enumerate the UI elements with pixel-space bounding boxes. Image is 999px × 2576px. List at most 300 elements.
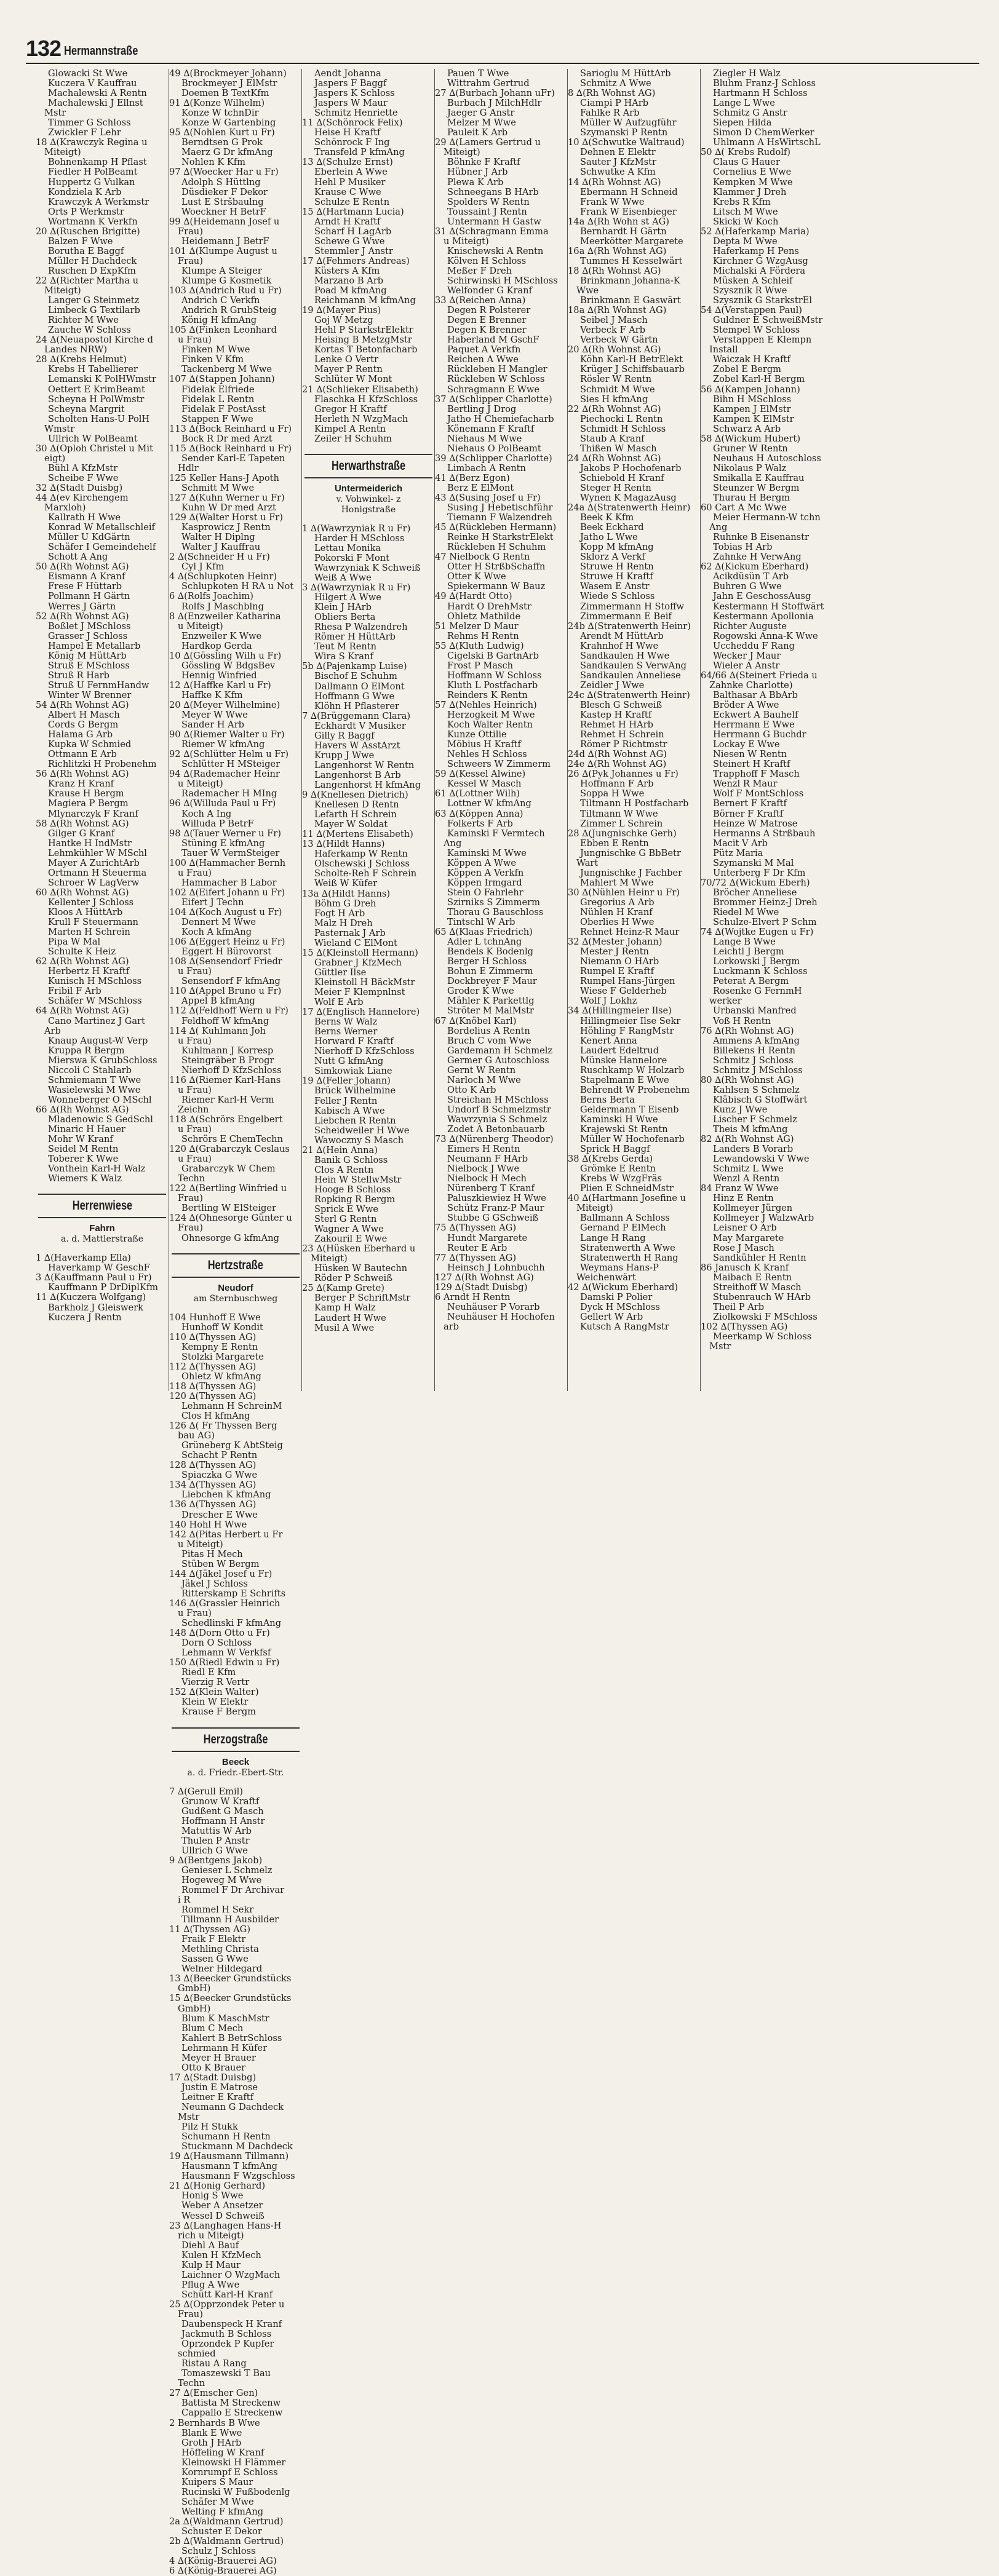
directory-entry: Jatho L Wwe [580,532,638,543]
street-heading-text: Herzogstraße [203,1732,268,1746]
directory-entry: Groder K Wwe [447,986,514,997]
directory-entry: Reichmann M kfmAng [314,295,416,306]
directory-entry: Tomaszewski T Bau [181,2368,271,2379]
directory-entry: Zahnke H VerwAng [713,552,802,563]
directory-entry: Arendt M HüttArb [580,630,664,641]
directory-entry: Pasternak J Arb [314,927,386,938]
directory-entry: Klöhn H Pflasterer [314,700,399,711]
directory-entry: Ebben E Rentn [580,838,649,849]
directory-entry: Stempel W Schloss [713,325,800,336]
directory-entry: 63 ∆(Köppen Anna) [435,808,523,819]
directory-entry: Niesen W Rentn [713,749,787,760]
directory-entry: Gardemann H Schmelz [447,1045,553,1056]
directory-entry: 126 ∆( Fr Thyssen Berg [169,1421,277,1432]
directory-entry: Theis M kfmAng [713,1124,788,1135]
directory-entry: Piechocki L Rentn [580,413,663,424]
directory-entry: Bihn H MSchloss [713,394,792,405]
directory-entry: Szymanski P Rentn [580,127,668,138]
directory-entry: Stüben W Bergm [181,1558,260,1569]
directory-entry: Hartmann H Schloss [713,88,808,99]
directory-entry: 80 ∆(Rh Wohnst AG) [701,1074,794,1085]
directory-entry: Limbach A Rentn [447,462,526,474]
directory-entry: Rademacher H MIng [181,788,277,799]
directory-entry: Hooge B Schloss [314,1184,391,1195]
directory-entry: Hübner J Arb [447,167,508,178]
directory-entry: Rommel F Dr Archivar [181,1884,285,1895]
directory-columns [36,68,983,2576]
directory-entry: Doemen B TextKfm [181,88,269,99]
directory-entry: Sensendorf F kfmAng [181,976,281,987]
directory-entry: Andrich R GrubSteig [181,305,277,316]
directory-entry: Plewa K Arb [447,176,504,188]
directory-entry: 15 ∆(Hartmann Lucia) [302,206,404,217]
directory-entry: Tintschl W Arb [447,917,515,928]
directory-entry: Scheibe F Wwe [48,472,119,483]
street-extent: Honigstraße [341,504,396,515]
entry-continuation: arb [444,1321,460,1332]
directory-entry: Römer P Richtmstr [580,739,667,750]
column-2 [169,68,302,2576]
directory-entry: Stapelmann E Wwe [580,1074,669,1085]
directory-entry: 32 ∆(Stadt Duisbg) [36,482,123,493]
directory-entry: Kruppa R Bergm [48,1045,125,1056]
directory-entry: Blank E Wwe [181,2427,242,2438]
directory-entry: 55 ∆(Kluth Ludwig) [435,640,524,651]
directory-entry: Sprick H Baggf [580,1144,650,1155]
directory-entry: 116 ∆(Riemer Karl-Hans [169,1074,281,1085]
directory-entry: 2 Bernhards B Wwe [169,2417,260,2428]
entry-continuation: Techn [178,1173,205,1184]
directory-entry: Obliers Berta [314,612,376,623]
directory-entry: Wiese F Gelderheb [580,986,667,997]
directory-entry: Bordelius A Rentn [447,1025,530,1036]
directory-entry: Eimers H Rentn [447,1144,520,1155]
directory-entry: 118 ∆(Schrörs Engelbert [169,1114,283,1125]
directory-entry: Depta M Wwe [713,236,778,247]
directory-entry: Wittrahm Gertrud [447,78,530,89]
directory-entry: 59 ∆(Kessel Alwine) [435,769,526,780]
directory-entry: Böhnke F Kraftf [447,157,520,168]
directory-entry: Dennert M Wwe [181,917,256,928]
directory-entry: Meier F Klempnlnst [314,986,405,997]
directory-entry: Struß R Harb [48,670,109,681]
directory-entry: Flaschka H KfzSchloss [314,394,418,405]
directory-entry: Otter H StrßbSchaffn [447,561,546,573]
directory-entry: Wonneberger O MSchl [48,1094,152,1105]
directory-entry: 9 ∆(Bentgens Jakob) [169,1855,263,1866]
directory-entry: Glowacki St Wwe [48,68,128,79]
directory-entry: Berns W Walz [314,1017,378,1028]
directory-entry: Lefarth H Schrein [314,809,397,820]
directory-entry: Stubbe G GSchweiß [447,1213,539,1224]
directory-entry: Balthasar A BbArb [713,689,798,700]
directory-entry: Gössling W BdgsBev [181,660,276,671]
directory-entry: Rückleben H Mangler [447,364,547,375]
directory-entry: Tiltmann W Wwe [580,808,658,819]
directory-entry: Fidelak L Rentn [181,394,255,405]
directory-entry: Kenert Anna [580,1035,637,1046]
directory-entry: Pflug A Wwe [181,2279,240,2290]
directory-entry: Mladenowic S GedSchl [48,1114,153,1125]
directory-entry: Langer G Steinmetz [48,295,140,306]
directory-entry: Spiaczka G Wwe [181,1470,258,1481]
directory-entry: Kondziela K Arb [48,186,122,197]
street-heading-text: Herwarthstraße [331,458,406,473]
directory-entry: 28 ∆(Krebs Helmut) [36,354,127,365]
directory-entry: Kunze Ottilie [447,729,507,740]
directory-entry: 23 ∆(Hüsken Eberhard u [302,1243,416,1254]
directory-entry: Schütz Franz-P Maur [447,1203,544,1214]
directory-entry: Weymans Hans-P [580,1262,659,1273]
directory-entry: Poad M kfmAng [314,285,387,296]
directory-entry: Lange B Wwe [713,937,776,948]
directory-entry: Krause C Wwe [314,186,381,197]
directory-entry: Sandkaulen Anneliese [580,670,681,681]
street-extent: a. d. Friedr.-Ebert-Str. [187,1767,284,1778]
directory-entry: Grüneberg K AbtSteig [181,1440,283,1451]
directory-entry: Sauter J KfzMstr [580,157,656,168]
directory-entry: Rehmet H HArb [580,719,653,731]
directory-entry: Wiede S Schloss [580,591,655,602]
directory-entry: 27 ∆(Emscher Gen) [169,2388,258,2399]
directory-entry: Timmer G Schloss [48,117,131,129]
directory-entry: Konze W Gartenbing [181,117,276,129]
directory-entry: Rumpel E Kraftf [580,966,655,977]
directory-entry: Melzer M Wwe [447,117,516,129]
directory-entry: Ammens A kfmAng [713,1035,800,1046]
directory-entry: Laichner O WzgMach [181,2269,281,2280]
directory-entry: Kuhlmann J Korresp [181,1045,274,1056]
directory-entry: Kellenter J Schloss [48,897,134,908]
directory-entry: Wieler A Anstr [713,660,780,671]
directory-entry: Schwarz A Arb [713,423,781,434]
directory-entry: Schulze-Elvert P Schm [713,917,817,928]
directory-entry: Wolf F MontSchloss [713,788,804,799]
directory-entry: Mester J Rentn [580,946,649,957]
directory-entry: Niccoli C Stahlarb [48,1064,132,1076]
entry-continuation: Miteigt) [576,1203,613,1214]
entry-continuation: Wmstr [44,423,75,434]
directory-entry: Kimpel A Rentn [314,423,386,434]
directory-entry: Kölven H Schloss [447,255,527,266]
directory-entry: 134 ∆(Thyssen AG) [169,1480,257,1491]
directory-entry: 112 ∆(Thyssen AG) [169,1361,257,1372]
directory-entry: Güttler Ilse [314,967,367,978]
directory-entry: Struwe H Rentn [580,561,654,573]
directory-entry: Hehl P StarkstrElektr [314,325,413,336]
directory-entry: Meyer W Wwe [181,710,248,721]
entry-continuation: Techn [178,2378,205,2389]
directory-entry: Barkholz J Gleiswerk [48,1302,143,1313]
street-heading [304,454,432,478]
directory-entry: Knaup August-W Verp [48,1035,148,1046]
directory-entry: 152 ∆(Klein Walter) [169,1687,259,1698]
directory-entry: Grabarczyk W Chem [181,1163,276,1175]
directory-entry: 104 ∆(Koch August u Fr) [169,906,282,917]
directory-entry: Gruner W Rentn [713,443,788,454]
directory-entry: Schäfer I Gemeindehelf [48,542,156,553]
directory-entry: Stüning E kfmAng [181,838,265,849]
directory-entry: Bischof E Schuhm [314,671,397,682]
directory-entry: 27 ∆(Burbach Johann uFr) [435,88,555,99]
directory-entry: Bruch C vom Wwe [447,1035,531,1046]
directory-entry: Neumann G Dachdeck [181,2102,284,2112]
directory-entry: Brinkmann Johanna-K [580,275,680,286]
spacer [36,1245,169,1253]
directory-entry: Battista M Streckenw [181,2398,281,2409]
directory-entry: Damski P Polier [580,1291,653,1302]
entry-continuation: u Frau) [178,1084,212,1095]
directory-entry: Adolph S Hüttlng [181,176,261,188]
street-heading [172,1253,300,1278]
directory-entry: Degen K Brenner [447,325,527,336]
directory-entry: Hammacher B Labor [181,877,277,888]
page-header [26,36,979,64]
directory-entry: Fraik F Elektr [181,1934,246,1945]
directory-entry: Welner Hildegard [181,1964,263,1975]
directory-entry: Weiß A Wwe [314,573,372,584]
directory-entry: Schäfer M Wwe [181,2496,254,2507]
directory-entry: Landers B Vorarb [713,1144,794,1155]
directory-entry: Dorn O Schloss [181,1638,252,1649]
directory-entry: Schragmann E Wwe [447,384,539,395]
directory-entry: Laudert H Wwe [314,1312,386,1323]
entry-continuation: schmied [178,2348,216,2360]
street-extent: a. d. Mattlerstraße [61,1234,143,1245]
directory-entry: 20 ∆(Ruschen Brigitte) [36,226,140,237]
directory-entry: Aendt Johanna [314,68,381,79]
directory-entry: Tauer W VermSteiger [181,847,280,858]
directory-entry: 113 ∆(Bock Reinhard u Fr) [169,423,292,434]
directory-entry: Böhm G Dreh [314,898,376,909]
directory-entry: Schmitz Henriette [314,108,398,119]
directory-entry: Szysznik R Wwe [713,285,787,296]
directory-entry: 91 ∆(Konze Wilhelm) [169,98,265,109]
directory-entry: Ullrich G Wwe [181,1845,248,1856]
directory-entry: Köppen A Verkfn [447,867,524,878]
directory-entry: Knellesen D Rentn [314,799,399,810]
directory-entry: 8 ∆(Rh Wohnst AG) [568,88,656,99]
entry-continuation: u Frau) [178,966,212,977]
directory-entry: Hausmann F Wzgschloss [181,2171,295,2182]
directory-entry: Klein W Elektr [181,1697,249,1708]
directory-entry: Streichan H MSchloss [447,1094,549,1105]
directory-entry: Vierzig R Vertr [181,1677,250,1688]
directory-entry: Hein W StellwMstr [314,1174,402,1185]
directory-entry: 101 ∆(Klumpe August u [169,245,277,256]
directory-entry: Bröcher Anneliese [713,887,797,898]
entry-continuation: bau AG) [178,1430,215,1441]
directory-entry: Reichen A Wwe [447,354,519,365]
directory-entry: Krupp J Wwe [314,750,375,761]
directory-entry: Nühlen H Kranf [580,906,653,917]
directory-entry: Maerz G Dr kfmAng [181,147,273,158]
directory-entry: Arndt H Kraftf [314,216,381,227]
directory-entry: Krajewski St Rentn [580,1124,668,1135]
directory-entry: Könemann F Kraftf [447,423,535,434]
directory-entry: 144 ∆(Jäkel Josef u Fr) [169,1568,273,1579]
directory-entry: Feller J Rentn [314,1095,378,1106]
directory-entry: Gilger G Kranf [48,828,115,839]
directory-entry: 24d ∆(Rh Wohnst AG) [568,749,667,760]
directory-entry: Harder H MSchloss [314,533,405,544]
directory-entry: Schulz J Schloss [181,2546,256,2557]
directory-entry: Scheyna Margrit [48,403,125,414]
directory-entry: 22 ∆(Rh Wohnst AG) [568,403,661,414]
directory-entry: Balzen F Wwe [48,236,113,247]
directory-entry: Leisner O Arb [713,1223,777,1234]
directory-entry: 37 ∆(Schlipper Charlotte) [435,394,552,405]
directory-entry: Peterat A Bergm [713,976,789,987]
directory-entry: Kloos A HüttArb [48,906,123,917]
directory-entry: Wawrzyniak K Schweiß [314,562,421,573]
directory-entry: Kempny E Rentn [181,1341,258,1352]
directory-entry: Hoffmann W Schloss [447,670,542,681]
directory-entry: Sandkaulen H Wwe [580,650,670,661]
directory-entry: Meier Hermann-W tchn [713,512,821,523]
directory-entry: Eckhardt V Musiker [314,720,406,731]
directory-entry: Groth J HArb [181,2437,242,2448]
directory-entry: Cano Martinez J Gart [48,1015,145,1026]
directory-entry: Thorau G Bauschloss [447,906,544,917]
directory-entry: Rosenke G FernmH [713,986,802,997]
directory-entry: 24a ∆(Stratenwerth Heinr) [568,502,691,513]
directory-entry: 50 ∆(Rh Wohnst AG) [36,561,129,573]
directory-entry: Nehles H Schloss [447,749,527,760]
directory-entry: Blum K MaschMstr [181,2013,269,2024]
directory-entry: 54 ∆(Verstappen Paul) [701,305,802,316]
directory-entry: Wagner A Wwe [314,1224,384,1235]
district-label: Neudorf [218,1282,253,1293]
directory-entry: Krawczyk A Werkmstr [48,196,149,207]
directory-entry: Zeiler H Schuhm [314,433,392,444]
directory-entry: Wolf E Arb [314,997,364,1008]
directory-entry: Schmitz J MSchloss [713,1064,803,1076]
directory-entry: Acikdüsün T Arb [713,571,789,582]
directory-entry: Schmitz J Schloss [713,1055,794,1066]
directory-entry: Hillingmeier Ilse Sekr [580,1015,681,1026]
directory-entry: May Margarete [713,1232,784,1243]
directory-entry: Diehl A Bauf [181,2240,239,2251]
directory-entry: 45 ∆(Rückleben Hermann) [435,522,557,533]
directory-entry: 29 ∆(Lamers Gertrud u [435,137,541,148]
directory-entry: Wira S Kranf [314,651,373,662]
directory-entry: Römer H HüttArb [314,632,396,643]
directory-entry: Drescher E Wwe [181,1509,258,1520]
directory-entry: Gellert W Arb [580,1311,643,1322]
directory-entry: Niehaus M Wwe [447,433,522,444]
directory-entry: Sandkaulen S VerwAng [580,660,687,671]
entry-continuation: Frau) [178,1193,203,1204]
directory-entry: Rose J Masch [713,1242,774,1253]
directory-entry: 15 ∆(Beecker Grundstücks [169,1993,292,2004]
directory-entry: Ballmann A Schloss [580,1213,670,1224]
directory-entry: Sender Karl-E Tapeten [181,453,285,464]
directory-entry: Hardt O DrehMstr [447,601,531,612]
directory-entry: 11 ∆(Schönrock Felix) [302,117,403,129]
directory-entry: 9 ∆(Knellesen Dietrich) [302,790,408,801]
directory-entry: Billekens H Rentn [713,1045,796,1056]
directory-entry: Kabisch A Wwe [314,1105,385,1116]
directory-entry: 22 ∆(Richter Martha u [36,275,139,286]
directory-entry: Haberland M GschF [447,335,539,346]
directory-entry: Winter W Brenner [48,689,132,700]
directory-entry: 61 ∆(Lottner Wilh) [435,788,520,799]
directory-entry: Pütz Maria [713,847,763,858]
directory-entry: Hausmann T kfmAng [181,2161,278,2172]
directory-entry: Rumpel Hans-Jürgen [580,976,675,987]
directory-entry: Lockay E Wwe [713,739,780,750]
directory-entry: Pauen T Wwe [447,68,509,79]
directory-entry: Schweers W Zimmerm [447,759,551,770]
directory-entry: König M HüttArb [48,650,127,661]
directory-entry: Mayer P Rentn [314,364,383,375]
directory-entry: Guldner E SchweißMstr [713,315,823,326]
directory-entry: Weber A Ansetzer [181,2200,263,2211]
directory-entry: Röder P Schweiß [314,1273,392,1284]
directory-entry: Streithoff W Masch [713,1282,802,1293]
directory-entry: Magiera P Bergm [48,798,129,809]
directory-entry: Havers W AsstArzt [314,740,400,751]
directory-entry: 6 ∆(König-Brauerei AG) [169,2566,277,2576]
directory-entry: 65 ∆(Klaas Friedrich) [435,927,533,938]
directory-entry: 140 Hohl H Wwe [169,1519,247,1530]
directory-entry: Rückleben H Schuhm [447,542,546,553]
directory-entry: Krebs W WzgFräs [580,1173,662,1184]
directory-entry: Nohlen K Kfm [181,157,245,168]
directory-entry: 28 ∆(Jungnischke Gerh) [568,828,677,839]
directory-entry: Schäfer W MSchloss [48,996,142,1007]
directory-entry: Minaric H Hauer [48,1124,125,1135]
directory-entry: Pilz H Stukk [181,2122,238,2133]
directory-entry: Müller H Dachdeck [48,255,137,266]
directory-entry: Langenhorst W Rentn [314,759,415,771]
directory-entry: Ritterskamp E Schrifts [181,1588,286,1599]
directory-entry: Neuhäuser H Hochofen [447,1311,555,1322]
directory-entry: Eckwert A Bauhelf [713,710,798,721]
directory-entry: Fidelak F PostAsst [181,403,266,414]
directory-entry: Hehl P Musiker [314,176,386,188]
directory-entry: Hinz E Rentn [713,1193,774,1204]
directory-entry: Dockbreyer F Maur [447,976,537,987]
directory-entry: Lehmkühler W MSchl [48,847,147,858]
directory-entry: 118 ∆(Thyssen AG) [169,1381,257,1392]
directory-entry: Marzano B Arb [314,275,384,286]
entry-continuation: u Frau) [178,335,212,346]
directory-entry: Zobel Karl-H Bergm [713,374,805,385]
entry-continuation: Mstr [709,1341,731,1352]
directory-entry: 21 ∆(Hein Anna) [302,1144,378,1155]
directory-entry: Ruschkamp W Holzarb [580,1064,685,1076]
directory-entry: Eberlein A Wwe [314,167,388,178]
directory-entry: Wasielewski M Wwe [48,1084,141,1095]
directory-entry: 62 ∆(Rh Wohnst AG) [36,956,129,967]
directory-entry: Steger H Rentn [580,482,651,493]
directory-entry: Werres J Gärtn [48,601,116,612]
entry-continuation: Frau) [178,2308,203,2320]
directory-entry: Otto K Brauer [181,2062,246,2073]
directory-entry: Kessel W Masch [447,779,522,790]
column-6 [700,69,834,1391]
directory-entry: Meßer F Dreh [447,265,512,276]
directory-entry: Müsken A Schleif [713,275,793,286]
directory-entry: Kopp M kfmAng [580,542,654,553]
directory-entry: 4 ∆(Schlupkoten Heinr) [169,571,277,582]
entry-continuation: Ang [444,838,462,849]
directory-entry: Kleinowski H Flämmer [181,2457,286,2468]
directory-entry: Sterl G Rentn [314,1214,377,1225]
directory-entry: Pollmann H Gärtn [48,591,130,602]
